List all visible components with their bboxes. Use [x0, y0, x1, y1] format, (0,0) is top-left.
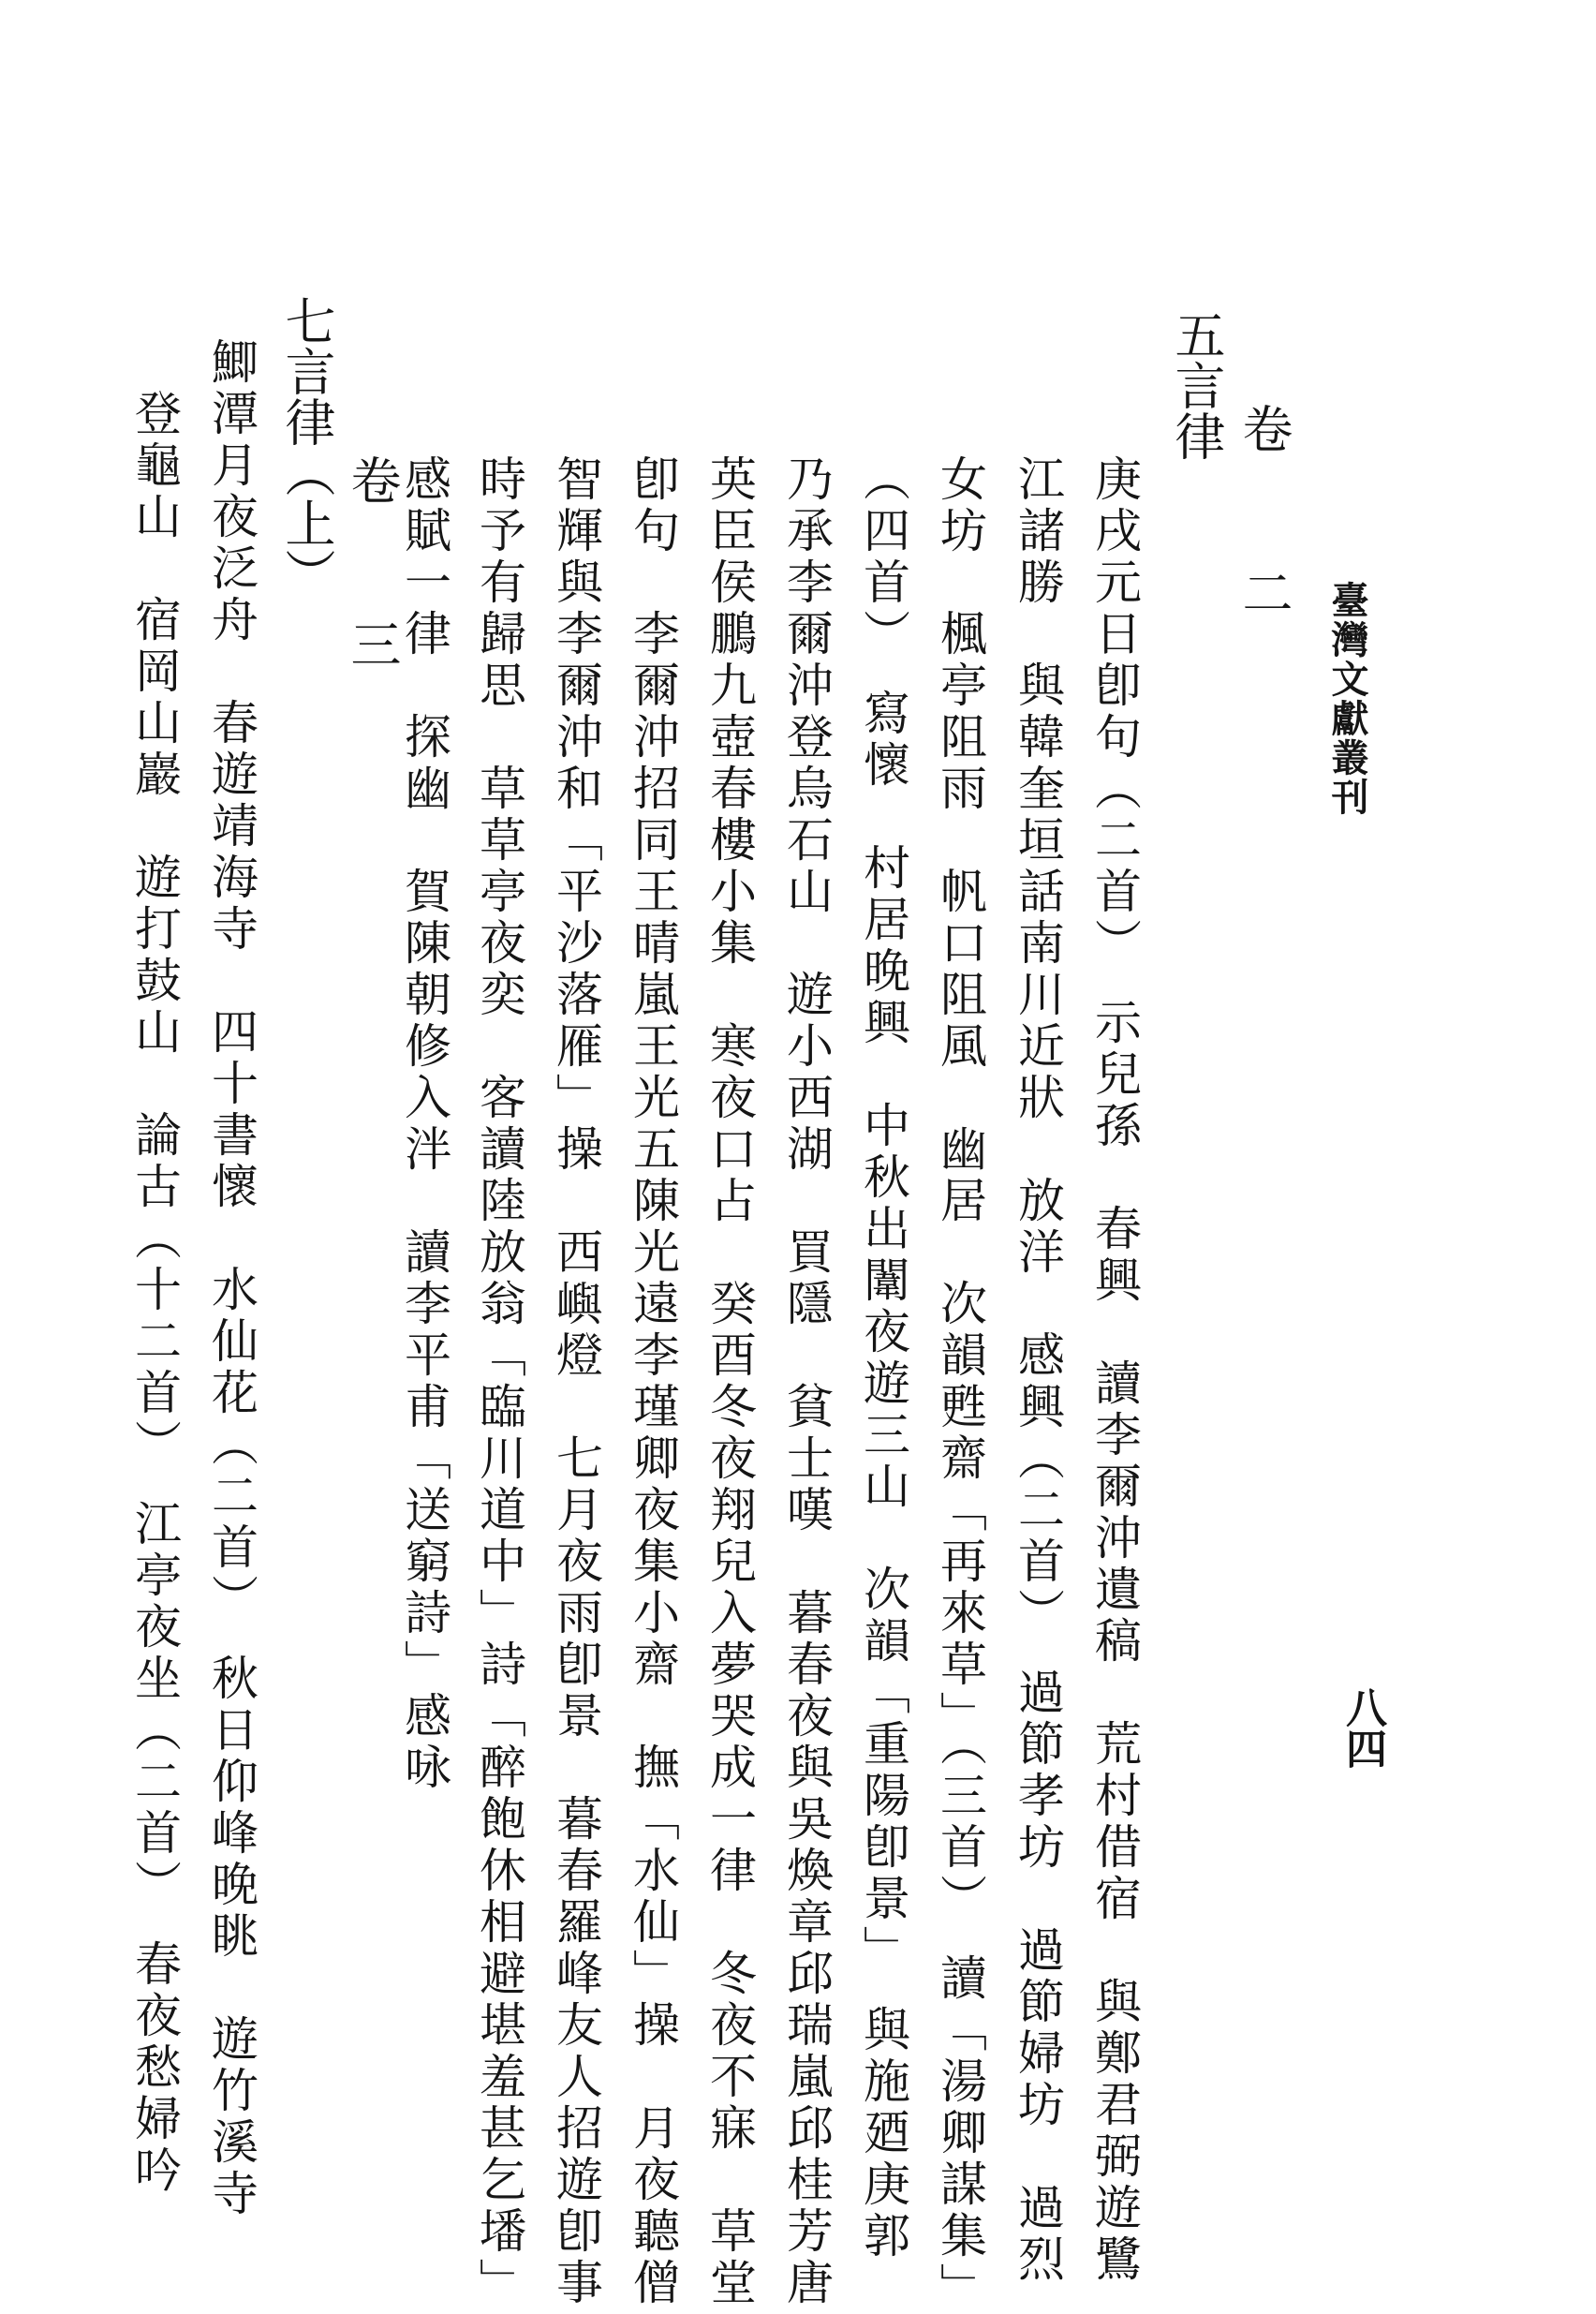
toc-line: 庚戌元日卽句（二首） 示兒孫 春興 讀李爾沖遺稿 荒村借宿 與鄭君弼遊鷺	[1087, 454, 1142, 2286]
toc-line: 感賦一律 探幽 賀陳朝修入泮 讀李平甫「送窮詩」感咏	[397, 454, 451, 1794]
toc-line: 登龜山 宿岡山巖 遊打鼓山 論古（十二首） 江亭夜坐（二首） 春夜愁婦吟	[127, 389, 182, 2197]
toc-line: 英臣侯鵬九壺春樓小集 寒夜口占 癸酉冬夜翔兒入夢哭成一律 冬夜不寐 草堂	[702, 454, 757, 2309]
section-heading: 七言律（上）	[277, 295, 336, 599]
page-header-title: 臺灣文獻叢刊	[1325, 581, 1369, 817]
toc-line: 江諸勝 與韓奎垣話南川近狀 放洋 感興（二首） 過節孝坊 過節婦坊 過烈	[1011, 454, 1065, 2286]
juan-heading: 卷 二	[1234, 403, 1293, 667]
toc-line: 時予有歸思 草草亭夜奕 客讀陸放翁「臨川道中」詩「醉飽休相避堪羞甚乞墦」	[472, 454, 526, 2309]
toc-line: （四首） 寫懷 村居晚興 中秋出闈夜遊三山 次韻「重陽卽景」 與施廼庚郭	[856, 454, 910, 2262]
toc-line: 鯽潭月夜泛舟 春遊靖海寺 四十書懷 水仙花（二首） 秋日仰峰晚眺 遊竹溪寺	[204, 337, 259, 2220]
juan-heading: 卷 三	[343, 454, 402, 719]
toc-line: 智輝與李爾沖和「平沙落雁」操 西嶼燈 七月夜雨卽景 暮春羅峰友人招遊卽事	[549, 454, 603, 2309]
section-heading: 五言律	[1167, 309, 1226, 461]
toc-line: 女坊 楓亭阻雨 帆口阻風 幽居 次韻甦齋「再來草」（三首） 讀「湯卿謀集」	[933, 454, 987, 2314]
toc-line: 卽句 李爾沖招同王晴嵐王光五陳光遠李瑾卿夜集小齋 撫「水仙」操 月夜聽僧	[626, 454, 680, 2309]
toc-line: 乃承李爾沖登烏石山 遊小西湖 買隱 貧士嘆 暮春夜與吳煥章邱瑞嵐邱桂芳唐	[779, 454, 834, 2309]
page-number: 八四	[1338, 1686, 1386, 1769]
